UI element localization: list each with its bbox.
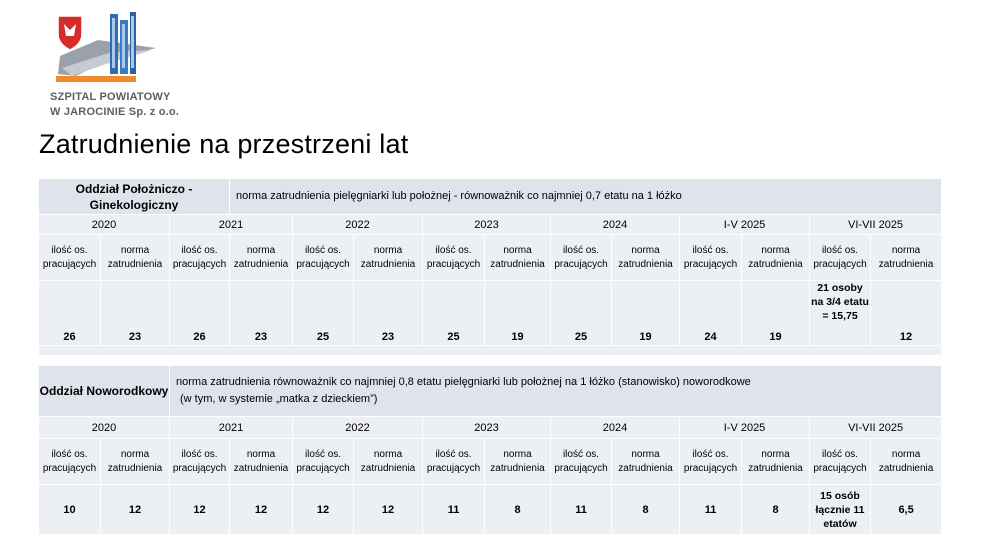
norm-header: norma zatrudnienia bbox=[230, 235, 293, 281]
staff-count-header: ilość os. pracujących bbox=[39, 439, 101, 485]
year-header: 2020 bbox=[39, 417, 170, 439]
norm-cell: 12 bbox=[230, 485, 293, 535]
year-header: VI-VII 2025 bbox=[810, 215, 942, 235]
year-header: 2023 bbox=[423, 215, 551, 235]
staff-count-cell: 15 osób łącznie 11 etatów bbox=[810, 485, 871, 535]
norm-header: norma zatrudnienia bbox=[612, 235, 680, 281]
staff-count-header: ilość os. pracujących bbox=[551, 439, 612, 485]
staff-count-cell: 11 bbox=[680, 485, 742, 535]
staff-count-header: ilość os. pracujących bbox=[680, 235, 742, 281]
norm-cell: 19 bbox=[742, 281, 810, 346]
staff-count-header: ilość os. pracujących bbox=[423, 439, 485, 485]
norm-cell: 8 bbox=[612, 485, 680, 535]
year-header: 2021 bbox=[170, 417, 293, 439]
norm-description bbox=[170, 366, 942, 417]
spacer-cell bbox=[39, 346, 942, 356]
department-header-row bbox=[39, 366, 942, 417]
norm-header: norma zatrudnienia bbox=[612, 439, 680, 485]
norm-header: norma zatrudnienia bbox=[485, 235, 551, 281]
year-header: 2022 bbox=[293, 417, 423, 439]
hospital-emblem-icon bbox=[52, 10, 162, 82]
staff-count-cell: 25 bbox=[423, 281, 485, 346]
department-name: Oddział Noworodkowy bbox=[39, 366, 170, 417]
employment-table-obstetrics bbox=[38, 178, 942, 356]
norm-header: norma zatrudnienia bbox=[101, 439, 170, 485]
year-header: 2021 bbox=[170, 215, 293, 235]
norm-header: norma zatrudnienia bbox=[354, 439, 423, 485]
year-header: VI-VII 2025 bbox=[810, 417, 942, 439]
norm-description-line2: (w tym, w systemie „matka z dzieckiem”) bbox=[180, 393, 378, 405]
values-row bbox=[39, 281, 942, 346]
year-header: I-V 2025 bbox=[680, 215, 810, 235]
norm-header: norma zatrudnienia bbox=[230, 439, 293, 485]
column-header-row bbox=[39, 439, 942, 485]
employment-table-neonatal bbox=[38, 365, 942, 535]
norm-header: norma zatrudnienia bbox=[485, 439, 551, 485]
staff-count-header: ilość os. pracujących bbox=[423, 235, 485, 281]
year-header-row bbox=[39, 417, 942, 439]
staff-count-header: ilość os. pracujących bbox=[170, 439, 230, 485]
column-header-row bbox=[39, 235, 942, 281]
norm-cell: 6,5 bbox=[871, 485, 942, 535]
staff-count-header: ilość os. pracujących bbox=[810, 439, 871, 485]
norm-header: norma zatrudnienia bbox=[354, 235, 423, 281]
norm-description: norma zatrudnienia pielęgniarki lub położnej - równoważnik co najmniej 0,7 etatu na 1 łóżko bbox=[230, 179, 942, 215]
department-header-row bbox=[39, 179, 942, 215]
staff-count-cell: 26 bbox=[39, 281, 101, 346]
year-header: 2022 bbox=[293, 215, 423, 235]
staff-count-cell: 12 bbox=[170, 485, 230, 535]
hospital-logo bbox=[46, 10, 226, 120]
staff-count-cell: 21 osoby na 3/4 etatu = 15,75 bbox=[810, 281, 871, 346]
staff-count-cell: 11 bbox=[551, 485, 612, 535]
hospital-name-line1: SZPITAL POWIATOWY bbox=[50, 91, 171, 103]
year-header: 2023 bbox=[423, 417, 551, 439]
staff-count-header: ilość os. pracujących bbox=[810, 235, 871, 281]
staff-count-cell: 25 bbox=[551, 281, 612, 346]
norm-cell: 12 bbox=[101, 485, 170, 535]
spacer-row bbox=[39, 346, 942, 356]
norm-cell: 8 bbox=[485, 485, 551, 535]
staff-count-header: ilość os. pracujących bbox=[39, 235, 101, 281]
norm-header: norma zatrudnienia bbox=[871, 235, 942, 281]
staff-count-header: ilość os. pracujących bbox=[551, 235, 612, 281]
year-header: 2024 bbox=[551, 417, 680, 439]
year-header: 2020 bbox=[39, 215, 170, 235]
norm-header: norma zatrudnienia bbox=[742, 235, 810, 281]
staff-count-header: ilość os. pracujących bbox=[293, 439, 354, 485]
norm-cell: 23 bbox=[354, 281, 423, 346]
staff-count-cell: 25 bbox=[293, 281, 354, 346]
norm-cell: 23 bbox=[230, 281, 293, 346]
norm-header: norma zatrudnienia bbox=[742, 439, 810, 485]
staff-count-cell: 26 bbox=[170, 281, 230, 346]
norm-description-line1: norma zatrudnienia równoważnik co najmniej 0,8 etatu pielęgniarki lub położnej na 1 łóżko (stanowisko) noworodkowe bbox=[176, 376, 751, 388]
department-name: Oddział Położniczo - Ginekologiczny bbox=[39, 179, 230, 215]
staff-count-header: ilość os. pracujących bbox=[293, 235, 354, 281]
staff-count-cell: 24 bbox=[680, 281, 742, 346]
norm-header: norma zatrudnienia bbox=[871, 439, 942, 485]
year-header-row bbox=[39, 215, 942, 235]
page-title: Zatrudnienie na przestrzeni lat bbox=[39, 129, 409, 159]
year-header: I-V 2025 bbox=[680, 417, 810, 439]
values-row bbox=[39, 485, 942, 535]
staff-count-cell: 12 bbox=[293, 485, 354, 535]
norm-header: norma zatrudnienia bbox=[101, 235, 170, 281]
norm-cell: 19 bbox=[485, 281, 551, 346]
hospital-name-line2: W JAROCINIE Sp. z o.o. bbox=[50, 106, 180, 118]
norm-cell: 8 bbox=[742, 485, 810, 535]
norm-cell: 12 bbox=[871, 281, 942, 346]
staff-count-cell: 10 bbox=[39, 485, 101, 535]
norm-cell: 23 bbox=[101, 281, 170, 346]
staff-count-header: ilość os. pracujących bbox=[680, 439, 742, 485]
year-header: 2024 bbox=[551, 215, 680, 235]
norm-cell: 12 bbox=[354, 485, 423, 535]
norm-cell: 19 bbox=[612, 281, 680, 346]
staff-count-cell: 11 bbox=[423, 485, 485, 535]
staff-count-header: ilość os. pracujących bbox=[170, 235, 230, 281]
